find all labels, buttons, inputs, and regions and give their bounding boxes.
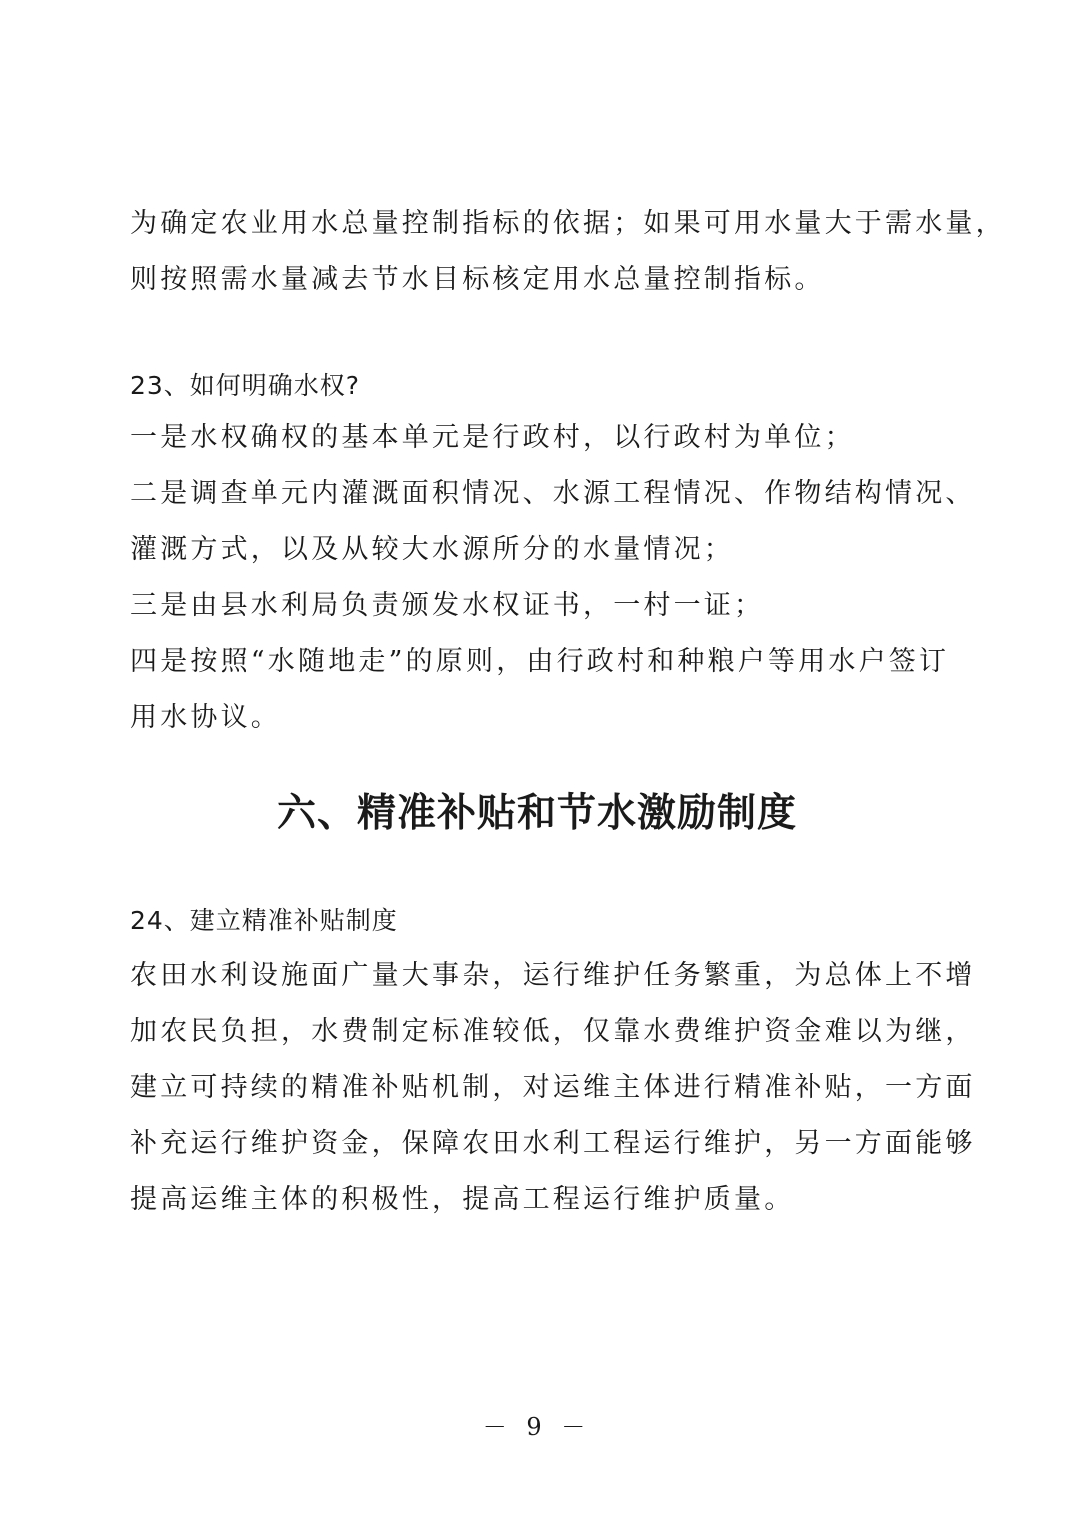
paragraph-line: 用水协议。: [130, 702, 281, 733]
paragraph-line: 一是水权确权的基本单元是行政村，以行政村为单位；: [130, 422, 855, 453]
paragraph-line: 补充运行维护资金，保障农田水利工程运行维护，另一方面能够: [130, 1128, 976, 1159]
section-title: 六、精准补贴和节水激励制度: [276, 790, 797, 836]
intro-paragraph: [130, 196, 1006, 308]
paragraph-line: 二是调查单元内灌溉面积情况、水源工程情况、作物结构情况、: [130, 478, 976, 509]
paragraph-line: 建立可持续的精准补贴机制，对运维主体进行精准补贴，一方面: [130, 1072, 976, 1103]
paragraph-line: 农田水利设施面广量大事杂，运行维护任务繁重，为总体上不增: [130, 960, 976, 991]
question-23-heading-block: [130, 366, 950, 406]
paragraph-line: 加农民负担，水费制定标准较低，仅靠水费维护资金难以为继，: [130, 1016, 976, 1047]
paragraph-line: 灌溉方式，以及从较大水源所分的水量情况；: [130, 534, 734, 565]
paragraph-line: 则按照需水量减去节水目标核定用水总量控制指标。: [130, 264, 825, 295]
question-24-body: [130, 948, 976, 1228]
paragraph-line: 三是由县水利局负责颁发水权证书，一村一证；: [130, 590, 765, 621]
page-number: － 9 －: [482, 1413, 592, 1441]
question-23-heading: 23、如何明确水权?: [130, 371, 361, 400]
paragraph-line: 为确定农业用水总量控制指标的依据；如果可用水量大于需水量，: [130, 208, 1006, 239]
question-23-body: [130, 410, 976, 746]
paragraph-line: 四是按照“水随地走”的原则，由行政村和种粮户等用水户签订: [130, 646, 950, 677]
question-24-heading: 24、建立精准补贴制度: [130, 906, 398, 935]
question-24-heading-block: [130, 901, 950, 941]
paragraph-line: 提高运维主体的积极性，提高工程运行维护质量。: [130, 1184, 795, 1215]
